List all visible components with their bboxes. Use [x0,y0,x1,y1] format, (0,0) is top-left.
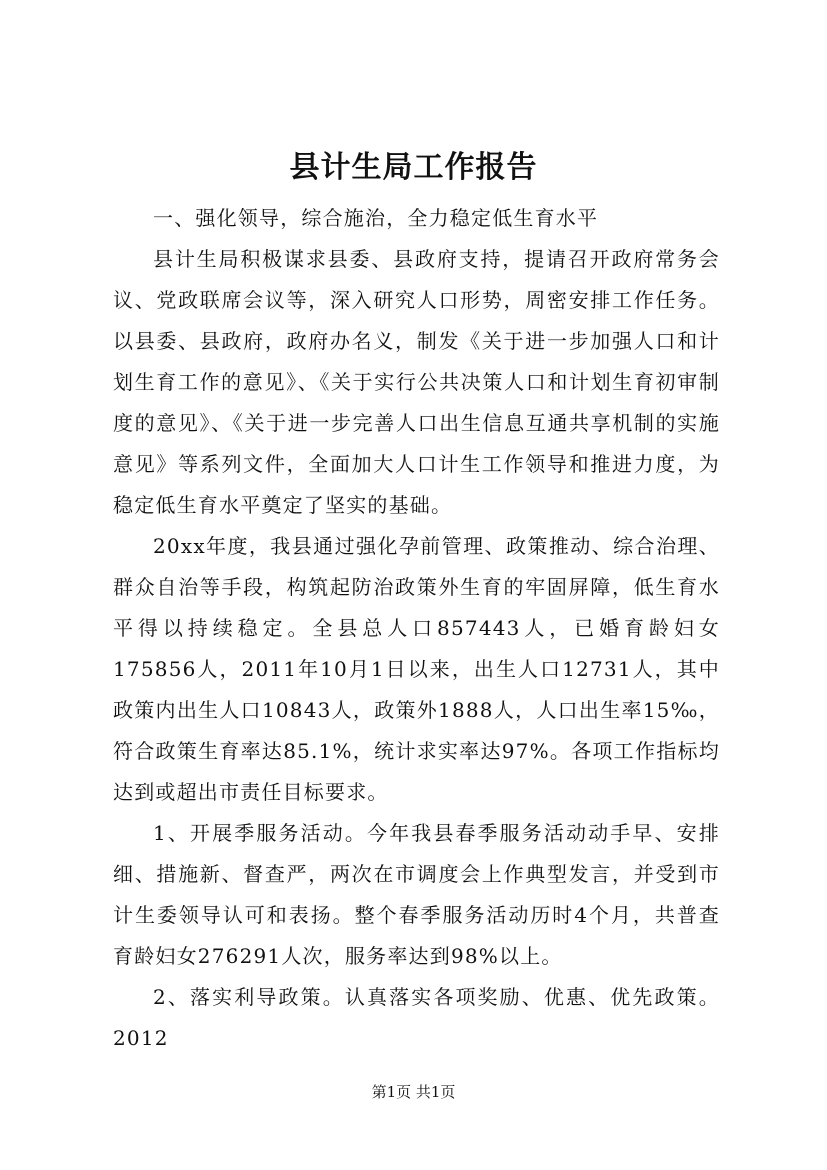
document-title: 县计生局工作报告 [289,150,538,185]
paragraph: 20xx年度，我县通过强化孕前管理、政策推动、综合治理、群众自治等手段，构筑起防治政策外生育的牢固屏障，低生育水平得以持续稳定。全县总人口857443人，已婚育龄妇女175856人，2011年10月1日以来，出生人口12731人，其中政策内出生人口10843人，政策外1888人，人口出生率15‰，符合政策生育率达85.1%，统计求实率达97%。各项工作指标均达到或超出市责任目标要求。 [113,534,720,804]
paragraph: 县计生局积极谋求县委、县政府支持，提请召开政府常务会议、党政联席会议等，深入研究人口形势，周密安排工作任务。以县委、县政府，政府办名义，制发《关于进一步加强人口和计划生育工作的意见》、《关于实行公共决策人口和计划生育初审制度的意见》、《关于进一步完善人口出生信息互通共享机制的实施意见》等系列文件，全面加大人口计生工作领导和推进力度，为稳定低生育水平奠定了坚实的基础。 [113,247,720,517]
page-footer: 第1页 共1页 [371,1083,456,1101]
document-body [113,198,720,1059]
paragraph: 2、落实利导政策。认真落实各项奖励、优惠、优先政策。2012 [113,985,720,1050]
section-heading: 一、强化领导，综合施治，全力稳定低生育水平 [153,206,599,230]
paragraph: 1、开展季服务活动。今年我县春季服务活动动手早、安排细、措施新、督查严，两次在市调度会上作典型发言，并受到市计生委领导认可和表扬。整个春季服务活动历时4个月，共普查育龄妇女276291人次，服务率达到98%以上。 [113,821,720,968]
